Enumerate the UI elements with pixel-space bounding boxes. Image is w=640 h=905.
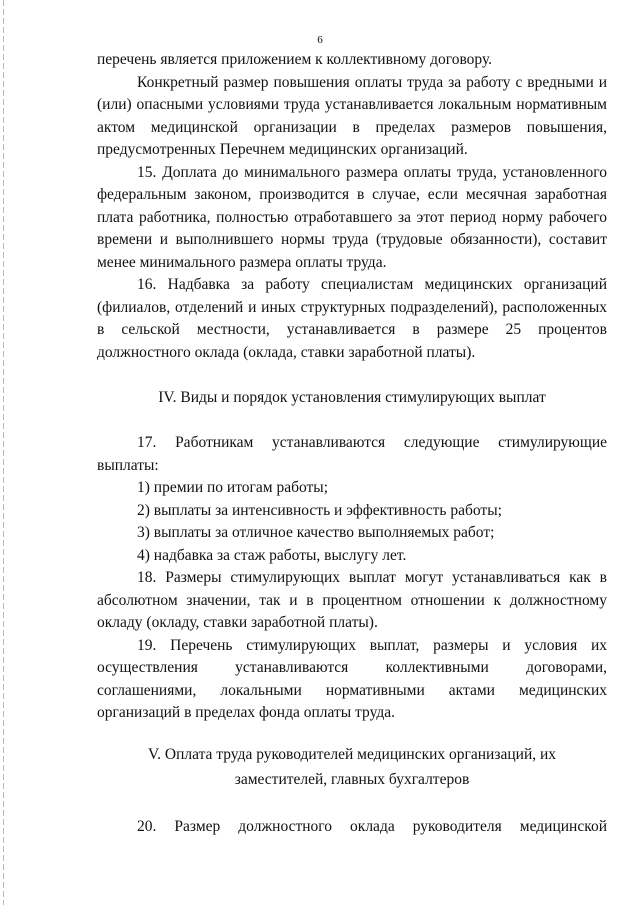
list-item: 2) выплаты за интенсивность и эффективность работы; <box>137 501 502 519</box>
paragraph-17: 17. Работникам устанавливаются следующие стимулирующие выплаты: <box>97 434 607 474</box>
scan-edge <box>3 0 4 905</box>
section-iv-heading-wrap <box>97 385 607 410</box>
paragraph-19: 19. Перечень стимулирующих выплат, размеры и условия их осуществления устанавливаются коллективными договорами, соглашениями, локальными нормативными актами медицинских организаций в пределах фонда оплаты труда. <box>97 636 607 721</box>
paragraph-15: 15. Доплата до минимального размера оплаты труда, установленного федеральным законом, производится в случае, если месячная заработная плата работника, полностью отработавшего за этот период норму рабочего времени и выполнившего нормы труда (трудовые обязанности), составит менее минимального размера оплаты труда. <box>97 163 607 271</box>
section-iv-heading: IV. Виды и порядок установления стимулирующих выплат <box>158 389 546 406</box>
paragraph-18: 18. Размеры стимулирующих выплат могут устанавливаться как в абсолютном значении, так и в процентном отношении к должностному окладу (окладу, ставки заработной платы). <box>97 569 607 631</box>
paragraph-continuation: перечень является приложением к коллективному договору. <box>97 51 493 68</box>
block-section-iv <box>97 432 607 725</box>
list-item: 4) надбавка за стаж работы, выслугу лет. <box>137 546 407 564</box>
paragraph-20: 20. Размер должностного оклада руководителя медицинской <box>137 818 607 835</box>
section-v-heading-line-2: заместителей, главных бухгалтеров <box>234 771 470 788</box>
section-v-heading-line-1: V. Оплата труда руководителей медицинских организаций, их <box>147 746 557 763</box>
paragraph-hazard-pay: Конкретный размер повышения оплаты труда за работу с вредными и (или) опасными условиями труда устанавливается локальным нормативным актом медицинской организации в пределах размеров повышения, предусмотренных Перечнем медицинских организаций. <box>97 73 607 158</box>
block-section-v <box>97 816 607 839</box>
block-intro <box>97 49 607 364</box>
section-v-heading-wrap <box>97 742 607 792</box>
page-number: 6 <box>317 34 323 46</box>
list-item: 1) премии по итогам работы; <box>137 479 328 496</box>
payments-list <box>97 477 607 567</box>
paragraph-16: 16. Надбавка за работу специалистам медицинских организаций (филиалов, отделений и иных структурных подразделений), расположенных в сельской местности, устанавливается в размере 25 процентов должностного оклада (оклада, ставки заработной платы). <box>97 276 607 361</box>
list-item: 3) выплаты за отличное качество выполняемых работ; <box>137 524 495 541</box>
